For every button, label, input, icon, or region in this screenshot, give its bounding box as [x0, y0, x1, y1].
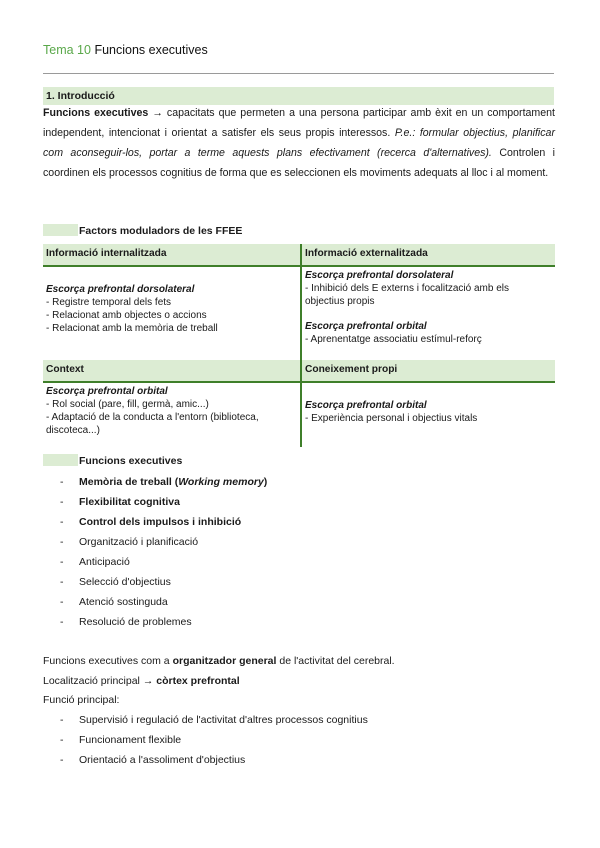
cell-item: - Rol social (pare, fill, germà, amic...) — [46, 399, 209, 410]
cell-item: - Experiència personal i objectius vitals — [305, 413, 478, 424]
organizer-sentence — [43, 651, 395, 671]
table-row — [43, 382, 555, 447]
cell-item: - Relacionat amb la memòria de treball — [46, 323, 218, 334]
list-dash: - — [60, 556, 64, 568]
list-item-text: Flexibilitat cognitiva — [79, 496, 180, 508]
list-item — [60, 710, 368, 730]
list-item-text: Funcionament flexible — [79, 734, 182, 746]
list-dash: - — [60, 476, 64, 488]
list-item — [60, 730, 368, 750]
list-dash: - — [60, 536, 64, 548]
list-item — [60, 592, 267, 612]
list-item-text: Orientació a l'assoliment d'objectius — [79, 754, 246, 766]
intro-term: Funcions executives — [43, 107, 149, 119]
list-dash: - — [60, 616, 64, 628]
cell-item: - Inhibició dels E externs i focalització amb els — [305, 283, 509, 294]
intro-example-text: formular objectius, planificar com aconseguir-los, portar a terme aquests plans efectivament (recerca d'alternatives). — [43, 127, 555, 159]
list-dash: - — [60, 714, 64, 726]
intro-closing: Controlen i coordinen els processos cognitius de forma que es seleccionen els moviments adequats al lloc i al moment. — [43, 147, 556, 179]
header-internal: Informació internalitzada — [43, 244, 301, 266]
header-self: Coneixement propi — [301, 360, 555, 382]
cell-self — [301, 382, 555, 447]
cell-region: Escorça prefrontal dorsolateral — [46, 284, 195, 295]
organizer-post: de l'activitat del cerebral. — [279, 655, 395, 667]
list-item-text: Resolució de problemes — [79, 616, 192, 628]
main-function-label: Funció principal: — [43, 694, 120, 706]
list-item — [60, 612, 267, 632]
table-header-row — [43, 244, 555, 266]
main-function-list — [60, 710, 368, 770]
list-item — [60, 552, 267, 572]
header-context: Context — [43, 360, 301, 382]
list-dash: - — [60, 496, 64, 508]
location-sentence — [43, 671, 240, 691]
cell-context — [43, 382, 301, 447]
list-item-text: ) — [263, 476, 268, 488]
list-item — [60, 512, 267, 532]
intro-definition: capacitats que permeten a una persona participar amb èxit en un comportament independent, intencionat i orientat a satisfer els seus propis interessos. — [43, 107, 555, 139]
cell-item: - Adaptació de la conducta a l'entorn (biblioteca, — [46, 412, 259, 423]
header-external: Informació externalitzada — [301, 244, 555, 266]
cell-region: Escorça prefrontal orbital — [305, 400, 427, 411]
list-item-text: Supervisió i regulació de l'activitat d'altres processos cognitius — [79, 714, 368, 726]
header-divider — [43, 73, 554, 74]
list-dash: - — [60, 754, 64, 766]
list-item-text: Atenció sostinguda — [79, 596, 168, 608]
intro-example-label: P.e.: — [394, 127, 416, 139]
list-item — [60, 472, 267, 492]
list-item-text: Organització i planificació — [79, 536, 199, 548]
cell-external — [301, 266, 555, 360]
cell-region: Escorça prefrontal dorsolateral — [305, 270, 454, 281]
list-item — [60, 750, 368, 770]
intro-paragraph — [43, 103, 555, 183]
page-title — [43, 43, 208, 57]
cell-item: discoteca...) — [46, 425, 100, 436]
factors-table — [43, 244, 555, 447]
list-item — [60, 532, 267, 552]
list-dash: - — [60, 576, 64, 588]
cell-item: - Registre temporal dels fets — [46, 297, 172, 308]
cell-region: Escorça prefrontal orbital — [46, 386, 168, 397]
cell-item: - Relacionat amb objectes o accions — [46, 310, 207, 321]
cell-region: Escorça prefrontal orbital — [305, 321, 427, 332]
cell-item: - Aprenentatge associatiu estímul-reforç — [305, 334, 482, 345]
organizer-pre: Funcions executives com a — [43, 655, 170, 667]
list-dash: - — [60, 516, 64, 528]
list-item — [60, 572, 267, 592]
table-header-row — [43, 360, 555, 382]
factors-heading — [43, 223, 242, 239]
topic-number: Tema 10 — [43, 43, 91, 57]
list-item-text: Control dels impulsos i inhibició — [79, 516, 242, 528]
heading-highlight — [43, 224, 78, 236]
organizer-bold: organitzador general — [172, 655, 277, 667]
section-heading-introduccio: 1. Introducció — [43, 87, 554, 105]
list-item-text: Memòria de treball ( — [79, 476, 179, 488]
list-item-text: Anticipació — [79, 556, 130, 568]
heading-highlight — [43, 454, 78, 466]
list-item — [60, 492, 267, 512]
factors-heading-text: Factors moduladors de les FFEE — [79, 225, 243, 237]
executive-functions-list — [60, 472, 267, 632]
topic-title: Funcions executives — [94, 43, 208, 57]
functions-heading-text: Funcions executives — [79, 455, 183, 467]
table-row — [43, 266, 555, 360]
cell-item: objectius propis — [305, 296, 375, 307]
list-item-emphasis: Working memory — [178, 476, 264, 488]
cell-internal — [43, 266, 301, 360]
functions-heading — [43, 453, 182, 469]
location-arrow: → — [142, 675, 154, 687]
location-value: còrtex prefrontal — [156, 675, 240, 687]
list-dash: - — [60, 596, 64, 608]
intro-arrow: → — [152, 107, 163, 119]
list-item-text: Selecció d'objectius — [79, 576, 171, 588]
location-label: Localització principal — [43, 675, 140, 687]
list-dash: - — [60, 734, 64, 746]
